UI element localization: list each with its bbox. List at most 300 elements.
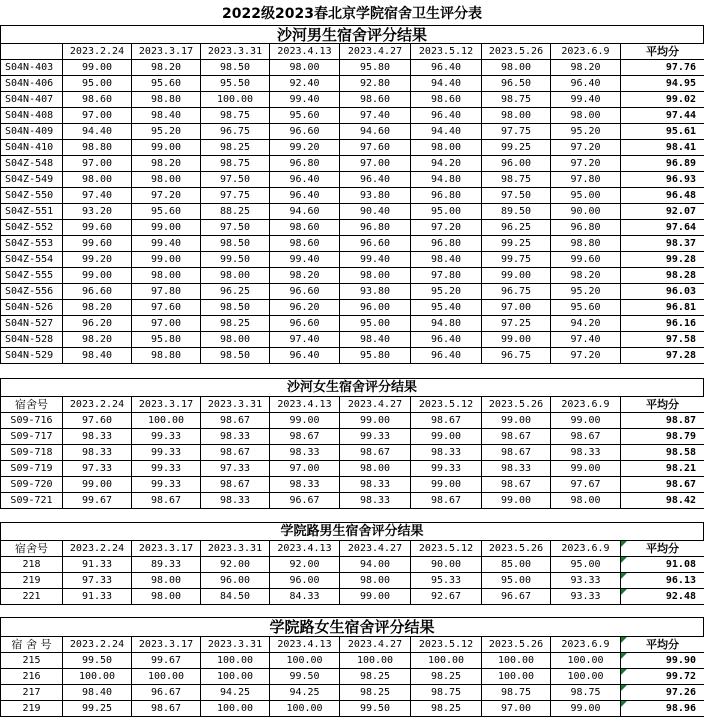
score-cell: 96.60 [340,236,411,252]
average-cell: 99.28 [621,252,704,268]
table-row [1,76,704,92]
score-cell: 98.75 [482,685,551,701]
score-cell: 97.40 [551,332,621,348]
score-cell: 98.67 [482,445,551,461]
score-table [0,43,704,364]
score-cell: 90.00 [411,557,482,573]
score-cell: 99.33 [132,429,201,445]
score-cell: 84.50 [201,589,270,605]
date-column-header: 2023.5.12 [411,541,482,557]
room-column-header [1,44,63,60]
score-cell: 96.40 [411,108,482,124]
score-cell: 98.40 [63,348,132,364]
score-cell: 98.20 [63,332,132,348]
date-column-header: 2023.6.9 [551,541,621,557]
score-cell: 97.00 [63,156,132,172]
score-cell: 99.00 [63,477,132,493]
section-title: 沙河男生宿舍评分结果 [0,25,704,43]
room-column-header: 宿舍号 [1,397,63,413]
score-cell: 95.00 [551,188,621,204]
score-cell: 95.60 [132,204,201,220]
score-cell: 99.00 [63,60,132,76]
score-cell: 93.80 [340,284,411,300]
average-cell: 95.61 [621,124,704,140]
score-cell: 98.00 [63,172,132,188]
average-cell: 98.79 [621,429,704,445]
score-cell: 97.60 [340,140,411,156]
score-cell: 95.80 [340,348,411,364]
score-cell: 97.33 [63,573,132,589]
average-cell: 97.64 [621,220,704,236]
score-cell: 93.80 [340,188,411,204]
room-cell: S04N-403 [1,60,63,76]
score-cell: 98.40 [411,252,482,268]
score-cell: 98.25 [411,701,482,717]
score-cell: 96.40 [411,332,482,348]
score-cell: 97.50 [201,220,270,236]
score-cell: 98.50 [201,236,270,252]
table-row [1,284,704,300]
score-cell: 98.00 [270,60,340,76]
score-cell: 97.50 [482,188,551,204]
score-cell: 100.00 [411,653,482,669]
room-cell: S04N-409 [1,124,63,140]
score-cell: 94.25 [201,685,270,701]
score-cell: 99.33 [411,461,482,477]
score-cell: 98.00 [132,589,201,605]
score-cell: 97.00 [270,461,340,477]
date-column-header: 2023.4.27 [340,637,411,653]
average-column-header: 平均分 [621,637,704,653]
score-cell: 97.67 [551,477,621,493]
score-cell: 99.67 [63,493,132,509]
score-cell: 98.33 [201,493,270,509]
table-row [1,653,704,669]
score-cell: 90.00 [551,204,621,220]
room-cell: S09-719 [1,461,63,477]
average-cell: 97.58 [621,332,704,348]
score-cell: 95.40 [411,300,482,316]
date-column-header: 2023.4.13 [270,397,340,413]
score-cell: 99.40 [340,252,411,268]
date-column-header: 2023.5.12 [411,637,482,653]
average-cell: 98.67 [621,477,704,493]
score-cell: 98.67 [270,429,340,445]
score-cell: 98.75 [201,108,270,124]
score-cell: 100.00 [551,653,621,669]
score-cell: 98.50 [201,300,270,316]
score-cell: 98.67 [411,413,482,429]
average-cell: 99.90 [621,653,704,669]
room-cell: S04N-408 [1,108,63,124]
score-cell: 96.40 [551,76,621,92]
score-cell: 96.80 [340,220,411,236]
average-cell: 96.48 [621,188,704,204]
score-cell: 98.00 [551,493,621,509]
score-cell: 98.20 [551,60,621,76]
score-cell: 98.25 [201,140,270,156]
room-cell: S04N-526 [1,300,63,316]
score-cell: 100.00 [201,701,270,717]
average-cell: 98.58 [621,445,704,461]
score-cell: 89.33 [132,557,201,573]
room-cell: 216 [1,669,63,685]
room-cell: S09-721 [1,493,63,509]
score-cell: 98.33 [270,477,340,493]
score-cell: 97.80 [132,284,201,300]
date-column-header: 2023.2.24 [63,637,132,653]
score-cell: 98.00 [201,332,270,348]
score-cell: 98.75 [482,172,551,188]
score-cell: 96.40 [270,348,340,364]
section-shahe-female [0,378,704,509]
average-cell: 96.89 [621,156,704,172]
table-row [1,701,704,717]
room-cell: S04N-406 [1,76,63,92]
room-cell: S04N-410 [1,140,63,156]
score-cell: 98.67 [201,445,270,461]
header-row [1,397,704,413]
score-cell: 98.33 [63,429,132,445]
room-cell: 221 [1,589,63,605]
score-cell: 98.67 [482,477,551,493]
score-cell: 100.00 [270,653,340,669]
score-cell: 94.60 [340,124,411,140]
score-cell: 96.40 [411,60,482,76]
score-cell: 99.50 [201,252,270,268]
table-row [1,573,704,589]
table-row [1,108,704,124]
page-title: 2022级2023春北京学院宿舍卫生评分表 [222,6,482,22]
score-cell: 98.20 [551,268,621,284]
score-cell: 96.67 [270,493,340,509]
score-cell: 93.33 [551,589,621,605]
score-cell: 92.00 [201,557,270,573]
score-cell: 98.33 [340,493,411,509]
score-cell: 94.20 [551,316,621,332]
score-cell: 97.20 [411,220,482,236]
score-cell: 96.60 [270,316,340,332]
average-column-header: 平均分 [621,397,704,413]
average-cell: 92.07 [621,204,704,220]
room-cell: S04Z-555 [1,268,63,284]
score-cell: 92.00 [270,557,340,573]
average-cell: 94.95 [621,76,704,92]
score-cell: 96.00 [340,300,411,316]
section-xueyuanlu-male [0,522,704,605]
score-cell: 98.33 [340,477,411,493]
score-cell: 98.25 [340,669,411,685]
score-cell: 96.75 [201,124,270,140]
score-cell: 84.33 [270,589,340,605]
table-row [1,332,704,348]
score-cell: 98.25 [411,669,482,685]
table-row [1,493,704,509]
score-cell: 98.67 [482,429,551,445]
score-cell: 98.00 [482,60,551,76]
room-cell: S09-718 [1,445,63,461]
date-column-header: 2023.3.31 [201,637,270,653]
score-cell: 96.75 [482,284,551,300]
table-row [1,124,704,140]
score-cell: 98.20 [270,268,340,284]
score-cell: 97.20 [551,348,621,364]
score-cell: 98.00 [340,461,411,477]
score-cell: 99.40 [270,92,340,108]
score-cell: 99.00 [482,268,551,284]
score-cell: 96.67 [482,589,551,605]
score-cell: 97.00 [482,701,551,717]
score-cell: 96.50 [482,76,551,92]
table-row [1,316,704,332]
date-column-header: 2023.6.9 [551,397,621,413]
room-cell: 218 [1,557,63,573]
score-cell: 98.80 [551,236,621,252]
section-xueyuanlu-female [0,617,704,717]
score-cell: 98.00 [551,108,621,124]
score-cell: 96.40 [270,172,340,188]
date-column-header: 2023.4.13 [270,541,340,557]
room-cell: S09-717 [1,429,63,445]
score-cell: 94.80 [411,316,482,332]
score-cell: 94.25 [270,685,340,701]
average-cell: 99.02 [621,92,704,108]
score-cell: 95.20 [551,124,621,140]
score-cell: 97.60 [63,413,132,429]
score-cell: 98.25 [201,316,270,332]
score-cell: 97.20 [551,140,621,156]
score-cell: 100.00 [201,669,270,685]
table-row [1,445,704,461]
score-cell: 100.00 [132,413,201,429]
score-cell: 99.25 [63,701,132,717]
score-cell: 98.40 [340,332,411,348]
score-cell: 91.33 [63,589,132,605]
score-cell: 97.80 [411,268,482,284]
average-cell: 98.96 [621,701,704,717]
score-cell: 98.80 [132,92,201,108]
average-cell: 96.81 [621,300,704,316]
score-cell: 100.00 [482,653,551,669]
date-column-header: 2023.6.9 [551,44,621,60]
room-cell: S04Z-549 [1,172,63,188]
table-row [1,268,704,284]
score-cell: 99.60 [551,252,621,268]
average-cell: 97.44 [621,108,704,124]
score-cell: 98.00 [132,172,201,188]
table-row [1,348,704,364]
room-column-header: 宿舍号 [1,541,63,557]
score-cell: 98.67 [201,413,270,429]
room-cell: S04N-407 [1,92,63,108]
score-cell: 99.67 [132,653,201,669]
table-row [1,300,704,316]
score-cell: 96.25 [201,284,270,300]
room-cell: S04Z-551 [1,204,63,220]
score-cell: 93.20 [63,204,132,220]
score-cell: 92.80 [340,76,411,92]
score-cell: 96.00 [482,156,551,172]
score-cell: 96.75 [482,348,551,364]
table-row [1,60,704,76]
score-cell: 95.60 [270,108,340,124]
score-cell: 97.20 [132,188,201,204]
date-column-header: 2023.3.31 [201,397,270,413]
score-cell: 100.00 [63,669,132,685]
table-row [1,589,704,605]
date-column-header: 2023.4.13 [270,44,340,60]
score-cell: 96.67 [132,685,201,701]
score-cell: 97.50 [201,172,270,188]
room-cell: S04Z-550 [1,188,63,204]
score-cell: 99.50 [270,669,340,685]
score-cell: 90.40 [340,204,411,220]
room-cell: 219 [1,701,63,717]
table-row [1,557,704,573]
score-cell: 97.75 [201,188,270,204]
score-cell: 98.60 [411,92,482,108]
header-row [1,541,704,557]
date-column-header: 2023.5.12 [411,397,482,413]
score-cell: 95.00 [551,557,621,573]
score-cell: 98.80 [132,348,201,364]
date-column-header: 2023.3.17 [132,397,201,413]
date-column-header: 2023.2.24 [63,397,132,413]
table-row [1,188,704,204]
score-cell: 96.40 [411,348,482,364]
score-cell: 95.60 [551,300,621,316]
table-row [1,204,704,220]
score-cell: 97.00 [482,300,551,316]
date-column-header: 2023.4.13 [270,637,340,653]
date-column-header: 2023.5.12 [411,44,482,60]
score-cell: 99.00 [551,413,621,429]
score-cell: 99.40 [551,92,621,108]
average-cell: 96.03 [621,284,704,300]
score-cell: 95.20 [551,284,621,300]
score-cell: 96.20 [63,316,132,332]
section-shahe-male [0,25,704,364]
score-cell: 98.00 [340,268,411,284]
section-title: 学院路女生宿舍评分结果 [0,617,704,636]
date-column-header: 2023.4.27 [340,44,411,60]
score-cell: 100.00 [340,653,411,669]
score-cell: 96.80 [411,188,482,204]
room-cell: 215 [1,653,63,669]
score-cell: 98.20 [63,300,132,316]
score-cell: 95.33 [411,573,482,589]
score-cell: 94.20 [411,156,482,172]
date-column-header: 2023.2.24 [63,44,132,60]
table-row [1,220,704,236]
score-cell: 98.60 [270,236,340,252]
date-column-header: 2023.3.31 [201,541,270,557]
date-column-header: 2023.6.9 [551,637,621,653]
score-cell: 99.50 [63,653,132,669]
score-cell: 96.80 [551,220,621,236]
score-cell: 92.67 [411,589,482,605]
score-cell: 96.20 [270,300,340,316]
score-cell: 99.00 [482,413,551,429]
score-cell: 99.75 [482,252,551,268]
date-column-header: 2023.5.26 [482,44,551,60]
score-cell: 96.25 [482,220,551,236]
score-cell: 100.00 [551,669,621,685]
average-cell: 98.21 [621,461,704,477]
average-cell: 96.13 [621,573,704,589]
score-cell: 99.20 [270,140,340,156]
score-table [0,636,704,717]
average-column-header: 平均分 [621,541,704,557]
average-cell: 91.08 [621,557,704,573]
date-column-header: 2023.3.17 [132,541,201,557]
header-row [1,44,704,60]
score-cell: 98.75 [551,685,621,701]
score-cell: 96.40 [270,188,340,204]
average-cell: 97.26 [621,685,704,701]
room-cell: S09-720 [1,477,63,493]
score-cell: 97.75 [482,124,551,140]
room-cell: 219 [1,573,63,589]
room-cell: S04Z-556 [1,284,63,300]
average-cell: 98.87 [621,413,704,429]
header-row [1,637,704,653]
room-cell: S09-716 [1,413,63,429]
date-column-header: 2023.3.31 [201,44,270,60]
score-cell: 99.60 [63,220,132,236]
room-cell: S04Z-552 [1,220,63,236]
score-cell: 99.33 [132,445,201,461]
score-cell: 97.25 [482,316,551,332]
average-cell: 98.28 [621,268,704,284]
score-cell: 98.50 [201,60,270,76]
table-row [1,669,704,685]
score-cell: 95.60 [132,76,201,92]
score-cell: 96.00 [270,573,340,589]
score-cell: 95.50 [201,76,270,92]
score-cell: 89.50 [482,204,551,220]
score-cell: 98.00 [411,140,482,156]
date-column-header: 2023.4.27 [340,541,411,557]
average-cell: 96.16 [621,316,704,332]
score-cell: 85.00 [482,557,551,573]
score-cell: 98.75 [201,156,270,172]
score-cell: 99.25 [482,236,551,252]
score-cell: 99.50 [340,701,411,717]
score-cell: 98.60 [63,92,132,108]
score-cell: 98.67 [411,493,482,509]
score-cell: 99.33 [340,429,411,445]
score-cell: 98.60 [270,220,340,236]
room-cell: S04Z-553 [1,236,63,252]
score-cell: 99.00 [340,589,411,605]
score-cell: 100.00 [201,92,270,108]
score-cell: 98.33 [201,429,270,445]
table-row [1,429,704,445]
table-row [1,461,704,477]
average-column-header: 平均分 [621,44,704,60]
score-cell: 98.20 [132,156,201,172]
average-cell: 97.28 [621,348,704,364]
score-cell: 97.00 [340,156,411,172]
room-cell: S04Z-554 [1,252,63,268]
score-cell: 98.00 [132,268,201,284]
score-cell: 98.00 [340,573,411,589]
score-cell: 97.80 [551,172,621,188]
score-cell: 94.40 [63,124,132,140]
score-cell: 97.40 [63,188,132,204]
score-cell: 98.00 [201,268,270,284]
